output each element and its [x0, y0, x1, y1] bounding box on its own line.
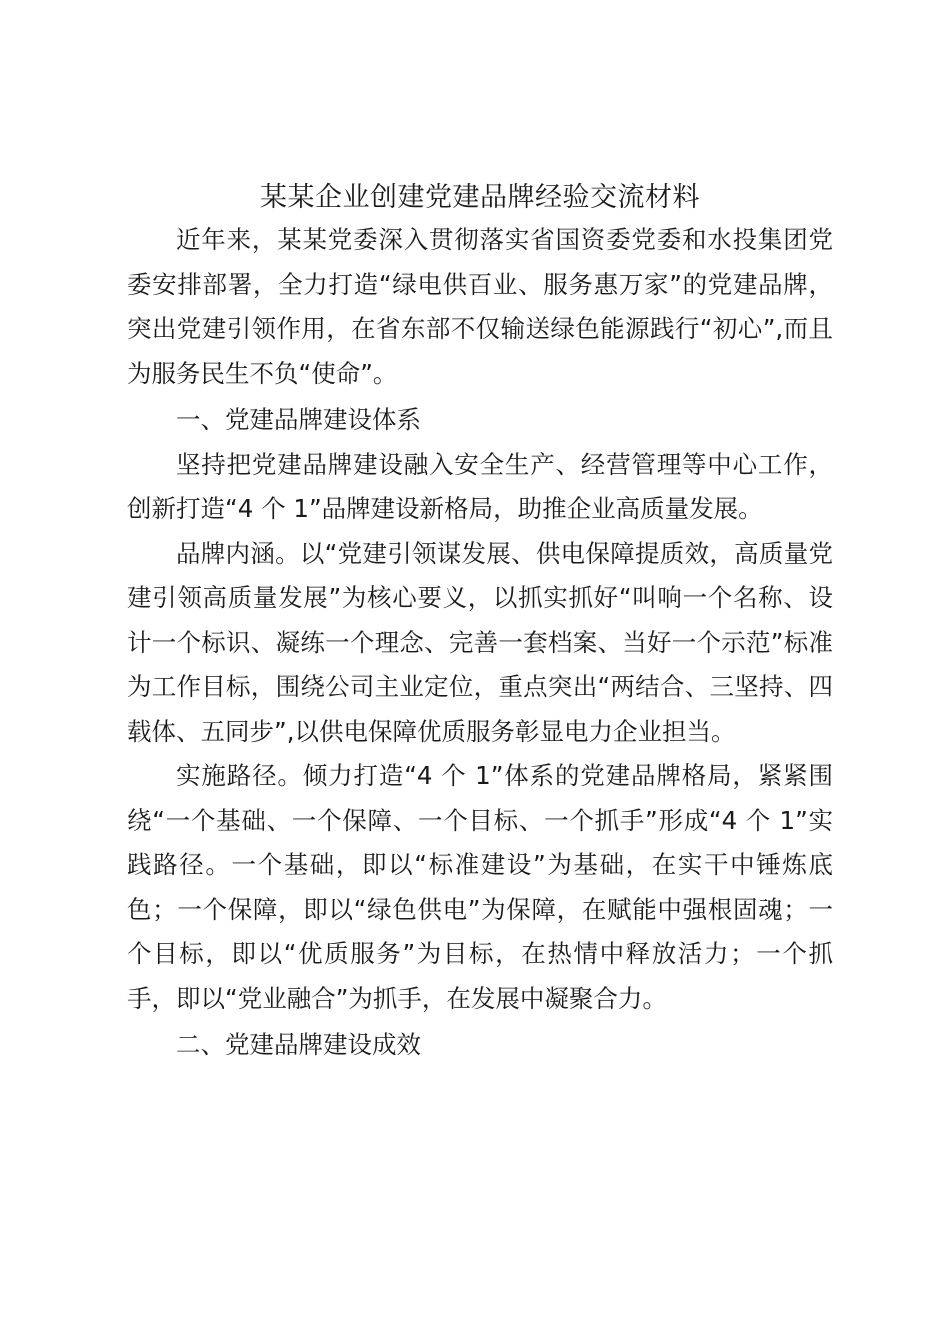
section1-paragraph-overview: 坚持把党建品牌建设融入安全生产、经营管理等中心工作，创新打造“4 个 1”品牌建设新格局，助推企业高质量发展。	[127, 449, 833, 523]
section1-paragraph-brand-connotation: 品牌内涵。以“党建引领谋发展、供电保障提质效，高质量党建引领高质量发展”为核心要义，以抓实抓好“叫响一个名称、设计一个标识、凝练一个理念、完善一套档案、当好一个示范”标准为工作目标，围绕公司主业定位，重点突出“两结合、三坚持、四载体、五同步”,以供电保障优质服务彰显电力企业担当。	[127, 538, 833, 746]
section-heading-2: 二、党建品牌建设成效	[176, 1030, 421, 1059]
intro-paragraph: 近年来，某某党委深入贯彻落实省国资委党委和水投集团党委安排部署，全力打造“绿电供百业、服务惠万家”的党建品牌，突出党建引领作用，在省东部不仅输送绿色能源践行“初心”,而且为服务民生不负“使命”。	[127, 225, 833, 388]
section1-paragraph-implementation-path: 实施路径。倾力打造“4 个 1”体系的党建品牌格局，紧紧围绕“一个基础、一个保障、一个目标、一个抓手”形成“4 个 1”实践路径。一个基础，即以“标准建设”为基础，在实干中锤炼底色；一个保障，即以“绿色供电”为保障，在赋能中强根固魂；一个目标，即以“优质服务”为目标，在热情中释放活力；一个抓手，即以“党业融合”为抓手，在发展中凝聚合力。	[127, 761, 833, 1013]
document-body	[127, 178, 833, 1068]
section-heading-1: 一、党建品牌建设体系	[176, 405, 421, 434]
document-title: 某某企业创建党建品牌经验交流材料	[260, 182, 700, 213]
